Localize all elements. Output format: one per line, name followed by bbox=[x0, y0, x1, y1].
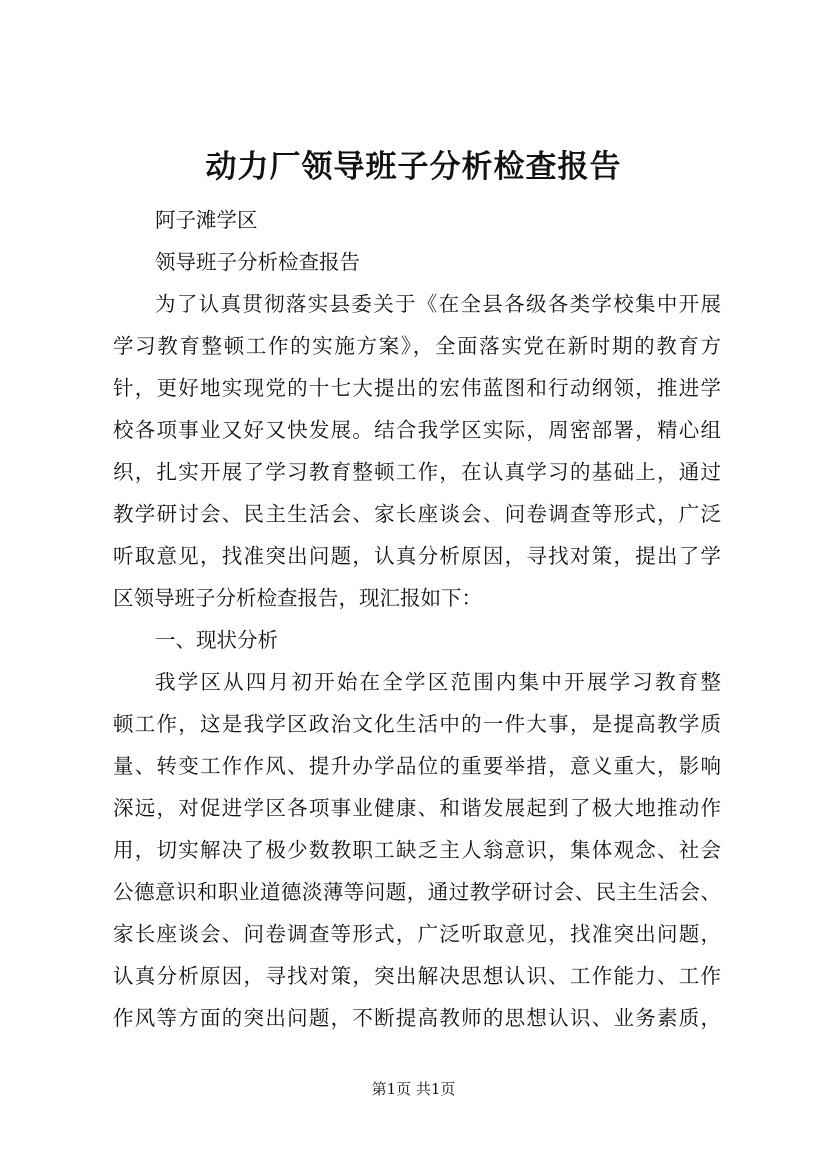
paragraph-line: 为了认真贯彻落实县委关于《在全县各级各类学校集中开展 bbox=[155, 292, 721, 316]
paragraph-line: 用，切实解决了极少数教职工缺乏主人翁意识，集体观念、社会 bbox=[113, 838, 721, 862]
paragraph-line: 家长座谈会、问卷调查等形式，广泛听取意见，找准突出问题， bbox=[113, 922, 721, 946]
paragraph-line: 顿工作，这是我学区政治文化生活中的一件大事，是提高教学质 bbox=[113, 712, 721, 736]
paragraph-line: 我学区从四月初开始在全学区范围内集中开展学习教育整 bbox=[155, 670, 721, 694]
report-subtitle-line: 领导班子分析检查报告 bbox=[155, 250, 360, 274]
paragraph-line: 校各项事业又好又快发展。结合我学区实际，周密部署，精心组 bbox=[113, 418, 721, 442]
paragraph-line: 教学研讨会、民主生活会、家长座谈会、问卷调查等形式，广泛 bbox=[113, 502, 721, 526]
paragraph-line: 听取意见，找准突出问题，认真分析原因，寻找对策，提出了学 bbox=[113, 544, 721, 568]
section-heading: 一、现状分析 bbox=[155, 628, 278, 652]
document-title: 动力厂领导班子分析检查报告 bbox=[205, 149, 622, 185]
paragraph-line: 认真分析原因，寻找对策，突出解决思想认识、工作能力、工作 bbox=[113, 964, 721, 988]
document-body bbox=[113, 199, 721, 1039]
paragraph-line: 织，扎实开展了学习教育整顿工作，在认真学习的基础上，通过 bbox=[113, 460, 721, 484]
school-name-line: 阿子滩学区 bbox=[155, 208, 258, 232]
paragraph-line: 作风等方面的突出问题，不断提高教师的思想认识、业务素质， bbox=[113, 1006, 721, 1030]
paragraph-line: 深远，对促进学区各项事业健康、和谐发展起到了极大地推动作 bbox=[113, 796, 721, 820]
paragraph-line: 区领导班子分析检查报告，现汇报如下： bbox=[113, 586, 482, 610]
paragraph-line: 量、转变工作作风、提升办学品位的重要举措，意义重大，影响 bbox=[113, 754, 721, 778]
paragraph-line: 学习教育整顿工作的实施方案》，全面落实党在新时期的教育方 bbox=[113, 334, 721, 358]
paragraph-line: 针，更好地实现党的十七大提出的宏伟蓝图和行动纲领，推进学 bbox=[113, 376, 721, 400]
page-footer: 第1页 共1页 bbox=[371, 1080, 456, 1098]
paragraph-line: 公德意识和职业道德淡薄等问题，通过教学研讨会、民主生活会、 bbox=[113, 880, 721, 904]
